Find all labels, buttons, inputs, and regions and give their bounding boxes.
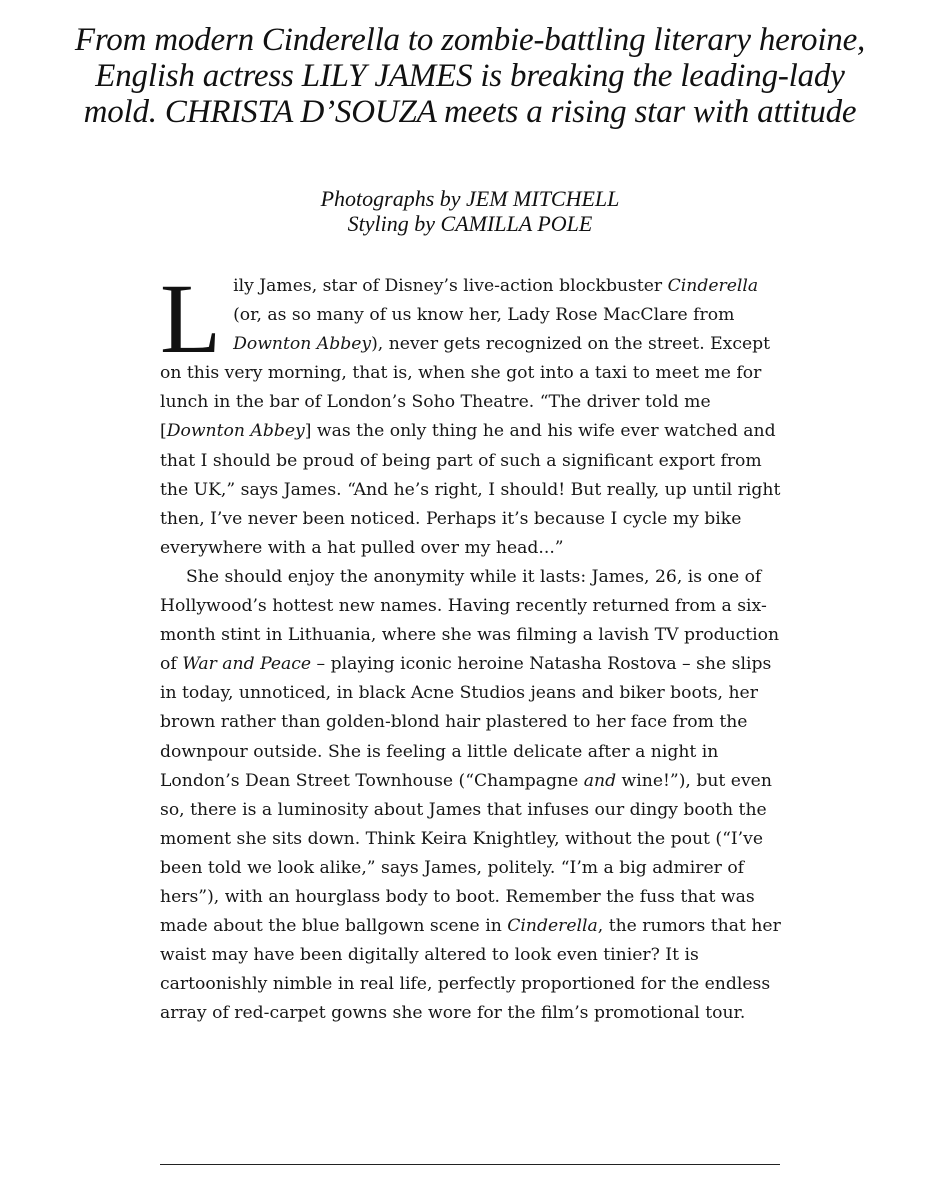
standfirst: From modern Cinderella to zombie-battling literary heroine, English actress LILY JAMES is breaking the leading-lady mold. CHRISTA D’SOUZA meets a rising star with attitude bbox=[74, 22, 866, 130]
paragraph-2-text: , the rumors that her waist may have been digitally altered to look even tinier? It is cartoonishly nimble in real life, perfectly proportioned for the endless array of red-carpet gowns she wore for the film’s promotional tour. bbox=[160, 916, 781, 1024]
show-title-downton-abbey: Downton Abbey bbox=[233, 334, 372, 355]
paragraph-1-text: ] was the only thing he and his wife ever watched and that I should be proud of being part of such a significant export from the UK,” says James. “And he’s right, I should! But really, up until right then, I’ve never been noticed. Perhaps it’s because I cycle my bike everywhere with a hat pulled over my head...” bbox=[160, 421, 781, 558]
show-title-downton-abbey: Downton Abbey bbox=[166, 421, 305, 442]
bottom-divider bbox=[160, 1164, 780, 1165]
paragraph-1-text: ), never gets recognized on the street. Except on this very morning, that is, when she got into a taxi to meet me for lunch in the bar of London’s Soho Theatre. “The driver told me [ bbox=[160, 334, 771, 442]
paragraph-2 bbox=[160, 563, 785, 1029]
show-title-war-and-peace: War and Peace bbox=[182, 654, 312, 675]
film-title-cinderella: Cinderella bbox=[507, 916, 598, 937]
paragraph-2-text: wine!”), but even so, there is a luminosity about James that infuses our dingy booth the moment she sits down. Think Keira Knightley, without the pout (“I’ve been told we look alike,” says James, politely. “I’m a big admirer of hers”), with an hourglass body to boot. Remember the fuss that was made about the blue ballgown scene in bbox=[160, 770, 772, 937]
credits bbox=[200, 186, 740, 236]
paragraph-1-text: (or, as so many of us know her, Lady Rose MacClare from bbox=[233, 305, 735, 326]
photographs-credit: Photographs by JEM MITCHELL bbox=[320, 186, 620, 211]
article-body bbox=[160, 263, 785, 1028]
drop-cap: L bbox=[160, 263, 222, 374]
styling-credit: Styling by CAMILLA POLE bbox=[347, 211, 593, 236]
film-title-cinderella: Cinderella bbox=[667, 276, 759, 296]
paragraph-2-text: – playing iconic heroine Natasha Rostova – she slips in today, unnoticed, in black Acne Studios jeans and biker boots, her brown rather than golden-blond hair plastered to her face from the downpour outside. She is feeling a little delicate after a night in London’s Dean Street Townhouse (“Champagne bbox=[160, 654, 772, 791]
paragraph-2-text: She should enjoy the anonymity while it lasts: James, 26, is one of Hollywood’s hottest new names. Having recently returned from a six-month stint in Lithuania, where she was filming a lavish TV production of bbox=[160, 566, 780, 675]
emphasis-and: and bbox=[583, 770, 617, 791]
paragraph-1-text: ily James, star of Disney’s live-action blockbuster bbox=[233, 276, 668, 296]
paragraph-1 bbox=[160, 263, 785, 563]
